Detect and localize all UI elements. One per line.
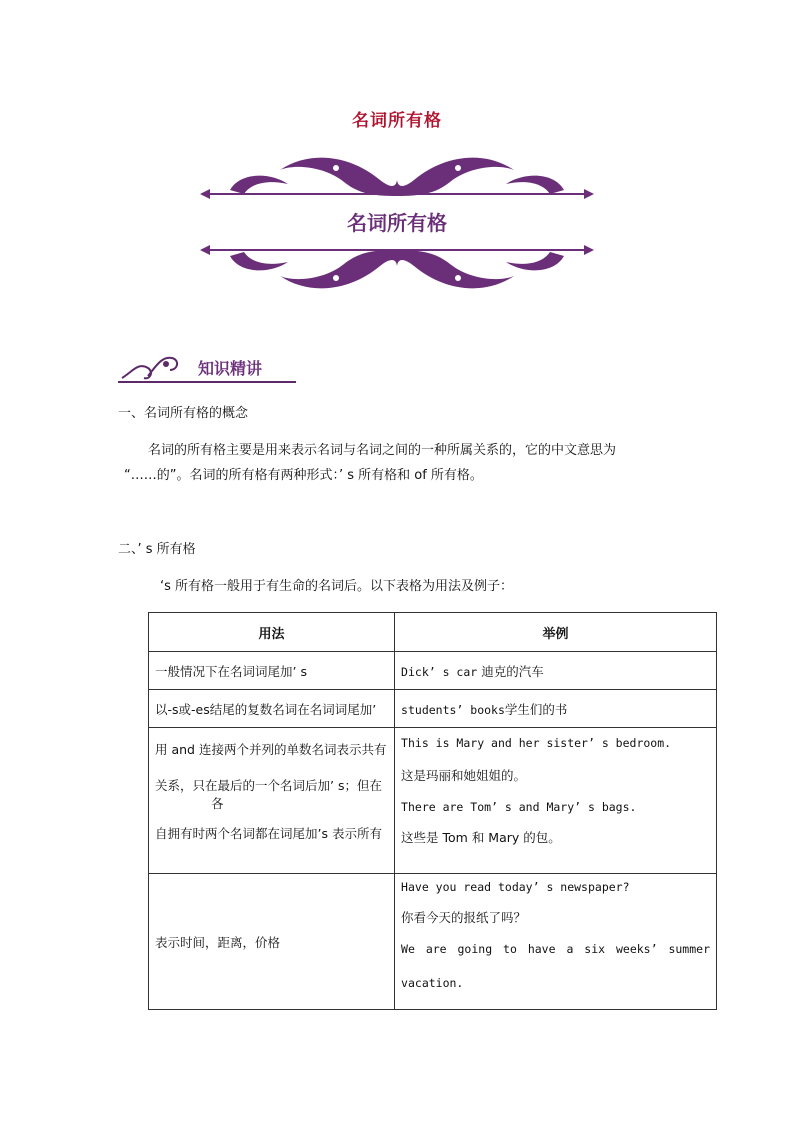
- table-row: [149, 874, 717, 1010]
- usage-text: 一般情况下在名词词尾加’ s: [155, 664, 307, 679]
- ornament-frame-graphic: [200, 150, 594, 296]
- part1-paragraph-line2: “……的”。名词的所有格有两种形式：’ s 所有格和 of 所有格。: [124, 468, 483, 483]
- part2-intro: ‘s 所有格一般用于有生命的名词后。以下表格为用法及例子：: [160, 579, 514, 594]
- example-line: This is Mary and her sister’ s bedroom.: [401, 736, 672, 750]
- example-cell: [395, 690, 717, 728]
- section-underline: [118, 381, 296, 383]
- usage-line: 自拥有时两个名词都在词尾加’s 表示所有: [155, 826, 382, 841]
- usage-cell: [149, 652, 395, 690]
- usage-text: 表示时间，距离，价格: [155, 934, 281, 950]
- example-line: We are going to have a six weeks’ summer: [401, 942, 710, 956]
- usage-cell: [149, 874, 395, 1010]
- swirl-decoration-icon: [118, 348, 188, 384]
- example-line: 这是玛丽和她姐姐的。: [401, 768, 527, 783]
- page-title: 名词所有格: [352, 111, 442, 131]
- part1-paragraph-line1: 名词的所有格主要是用来表示名词与名词之间的一种所属关系的，它的中文意思为: [148, 443, 617, 458]
- example-cell: [395, 874, 717, 1010]
- example-en: Dick’ s car: [401, 665, 478, 679]
- table-row: [149, 690, 717, 728]
- section-header: [118, 348, 298, 384]
- example-zh: 迪克的汽车: [481, 664, 544, 679]
- example-cell: [395, 728, 717, 874]
- usage-line: 关系，只在最后的一个名词后加’ s；但在: [155, 778, 382, 793]
- example-en: students’ books: [401, 703, 505, 717]
- usage-table: [148, 612, 717, 1010]
- example-line: 你看今天的报纸了吗？: [401, 910, 527, 925]
- header-example: 举例: [395, 613, 717, 652]
- example-line: Have you read today’ s newspaper?: [401, 880, 630, 894]
- table-row: [149, 728, 717, 874]
- header-usage: 用法: [149, 613, 395, 652]
- usage-text: 以-s或-es结尾的复数名词在名词词尾加’: [155, 702, 377, 717]
- usage-cell: [149, 690, 395, 728]
- table-header-row: [149, 613, 717, 652]
- usage-line: 用 and 连接两个并列的单数名词表示共有: [155, 742, 387, 757]
- usage-cell: [149, 728, 395, 874]
- usage-line: 各: [211, 796, 224, 811]
- example-line: vacation.: [401, 976, 464, 990]
- example-cell: [395, 652, 717, 690]
- table-row: [149, 652, 717, 690]
- example-line: There are Tom’ s and Mary’ s bags.: [401, 800, 637, 814]
- banner-text: 名词所有格: [347, 211, 447, 235]
- ornamental-title-banner: [200, 150, 594, 296]
- part2-heading: 二、’ s 所有格: [118, 542, 196, 557]
- part1-heading: 一、名词所有格的概念: [118, 406, 249, 421]
- section-label: 知识精讲: [198, 359, 263, 378]
- example-line: 这些是 Tom 和 Mary 的包。: [401, 830, 561, 845]
- example-zh: 学生们的书: [504, 702, 568, 717]
